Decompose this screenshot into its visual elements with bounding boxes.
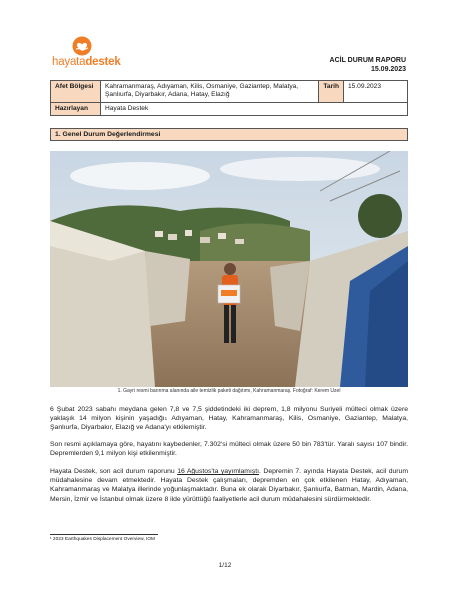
logo-wordmark: [52, 56, 121, 68]
photo-caption: 1. Gayri resmi barınma alanında aile temizlik paketi dağıtımı, Kahramanmaraş. Fotoğraf: Kerem Uzel: [117, 388, 341, 394]
heart-hand-icon: [72, 36, 92, 56]
photo-illustration: [50, 151, 408, 387]
p3-text-b: . Depremin 7. ayında Hayata Destek, acil durum müdahalesine devam etmektedir. Hayata Destek çalışmaları, depremden en çok etkilenen Hatay, Adıyaman, Kahramanmaraş ve Malatya illerinde yoğunlaşmaktadır. Buna ek olarak Diyarbakır, Şanlıurfa, Batman, Mardin, Adana, Mersin, İzmir ve İstanbul olmak üzere 8 ilde yürüttüğü faaliyetlerle acil durum müdahalesini sürdürmektedir.: [50, 468, 408, 503]
paragraph-casualties: Son resmi açıklamaya göre, hayatını kaybedenler, 7.302'si mülteci olmak üzere 50 bin 783'tür. Yaralı sayısı 107 bindir. Depremlerden 9,1 milyon kişi etkilenmiştir.: [50, 441, 408, 458]
p3-text-a: Hayata Destek, son acil durum raporunu: [50, 468, 178, 475]
disaster-area-label: Afet Bölgesi: [51, 81, 101, 103]
info-row-prepared-by: [51, 102, 408, 115]
p1-text-a: 6 Şubat 2023 sabahı meydana gelen 7,8 ve 7,5 şiddetindeki iki deprem, 1,8 milyonu Suriyeli mülteci olmak üzere yaklaşık 14 milyon kişinin yaşadığı: [50, 406, 408, 423]
prepared-by-value: Hayata Destek: [101, 102, 408, 115]
prepared-by-label: Hazırlayan: [51, 102, 101, 115]
paragraph-response: [50, 467, 408, 504]
p1-text-b: Adıyaman, Hatay, Kahramanmaraş, Kilis, Osmaniye, Gaziantep, Malatya, Şanlıurfa, Diyarbakır, Elazığ ve Adana'yı etkilemiştir.: [50, 415, 408, 432]
date-label: Tarih: [319, 81, 344, 103]
report-header: [330, 56, 406, 74]
section-heading: 1. Genel Durum Değerlendirmesi: [50, 128, 408, 141]
paragraph-earthquake-summary: [50, 405, 408, 433]
footnote-ref[interactable]: 1: [164, 416, 168, 422]
page-number: 1/12: [218, 562, 232, 569]
footnote: ¹ 2023 Earthquakes Displacement Overview, IOM: [50, 537, 156, 542]
date-value: 15.09.2023: [344, 81, 408, 103]
footnote-divider: [50, 534, 158, 535]
report-title: ACİL DURUM RAPORU: [329, 57, 406, 64]
disaster-area-value: Kahramanmaraş, Adıyaman, Kilis, Osmaniye, Gaziantep, Malatya, Şanlıurfa, Diyarbakır, Adana, Hatay, Elazığ: [101, 81, 319, 103]
logo-name-suffix: destek: [85, 56, 121, 68]
info-row-disaster-area: [51, 81, 408, 103]
hayata-destek-logo: [52, 36, 121, 74]
logo-name-prefix: hayata: [52, 56, 86, 68]
photo-tent-camp: [50, 151, 408, 387]
report-date: 15.09.2023: [370, 66, 406, 73]
previous-report-link[interactable]: 16 Ağustos'ta yayımlamıştı: [177, 468, 260, 475]
info-table: [50, 80, 408, 116]
